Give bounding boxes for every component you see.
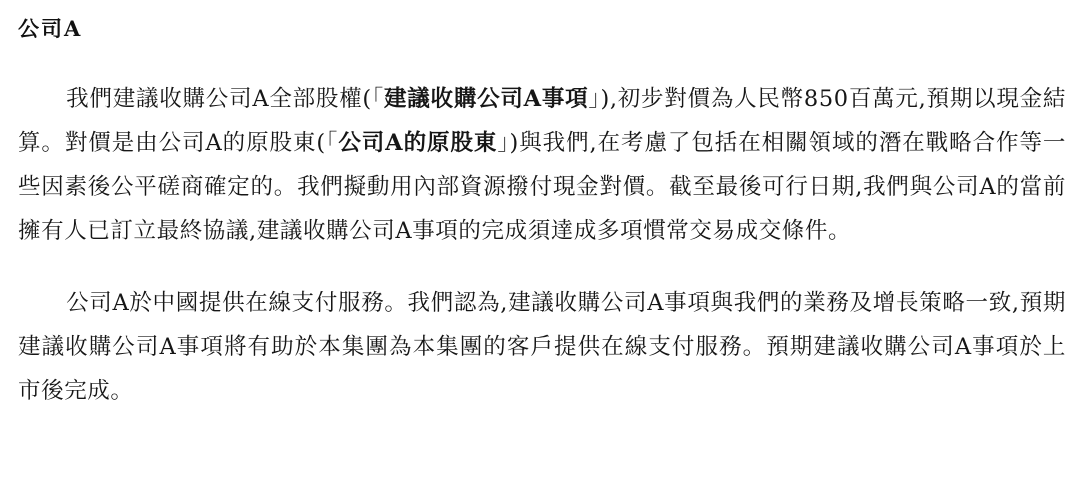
paragraph-2-run-1: 公司A於中國提供在線支付服務。我們認為,建議收購公司A事項與我們的業務及增長策略一致,預期建議收購公司A事項將有助於本集團為本集團的客戶提供在線支付服務。預期建議收購公司A事項於上市後完成。 [18,290,1066,405]
document-body [18,77,1066,413]
paragraph-2 [18,281,1066,413]
paragraph-1-run-1: 我們建議收購公司A全部股權(「 [66,86,385,113]
paragraph-1 [18,77,1066,253]
paragraph-1-run-3: 」),初步對價為人民幣850百萬元,預期以現金結算。對價是由公司A的原股東(「 [18,86,1067,157]
paragraph-1-run-5: 」)與我們,在考慮了包括在相關領域的潛在戰略合作等一些因素後公平磋商確定的。我們擬動用內部資源撥付現金對價。截至最後可行日期,我們與公司A的當前擁有人已訂立最終協議,建議收購公司A事項的完成須達成多項慣常交易成交條件。 [18,130,1066,245]
page-heading: 公司A [18,16,83,41]
paragraph-1-run-2-bold: 建議收購公司A事項 [384,86,589,113]
paragraph-1-run-4-bold: 公司A的原股東 [338,130,498,157]
